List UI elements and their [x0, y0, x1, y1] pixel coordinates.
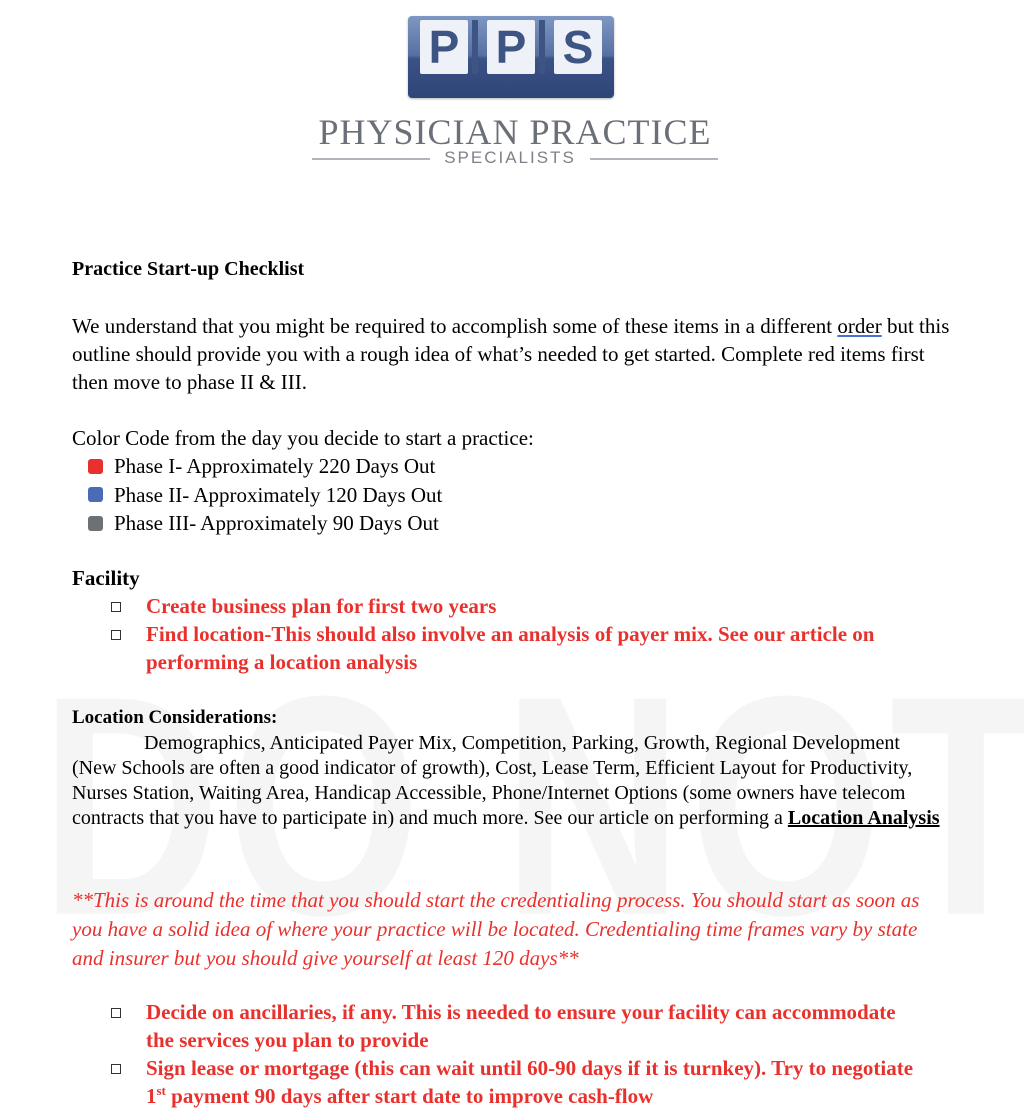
intro-text: but this outline should provide you with a rough idea of what’s needed to get started. Complete red items first then move to phase II & III.: [72, 314, 950, 394]
color-code-intro: Color Code from the day you decide to start a practice:: [72, 426, 534, 450]
credentialing-note: **This is around the time that you should start the credentialing process. You should start as soon as you have a solid idea of where your practice will be located. Credentialing time frames vary by state and insurer but you should give yourself at least 120 days**: [72, 888, 920, 970]
phase-1-color-swatch: [88, 459, 103, 474]
checklist-item: [104, 592, 924, 620]
legend-label: Phase II- Approximately 120 Days Out: [114, 482, 443, 507]
phase-2-color-swatch: [88, 487, 103, 502]
logo-rule-left: [312, 158, 430, 160]
legend-item-phase-2: [88, 481, 442, 510]
item-text-part: payment 90 days after start date to improve cash-flow: [165, 1084, 654, 1108]
item-text-part: Sign lease or mortgage (this can wait until 60-90 days if it is turnkey). Try to negotiate 1: [146, 1056, 914, 1108]
facility-checklist: [104, 592, 924, 676]
location-analysis-link[interactable]: Location Analysis: [787, 807, 940, 829]
intro-paragraph: [72, 312, 952, 396]
phase-3-color-swatch: [88, 516, 103, 531]
location-text: Demographics, Anticipated Payer Mix, Competition, Parking, Growth, Regional Development (New Schools are often a good indicator of growth), Cost, Lease Term, Efficient Layout for Productivity, Nurses Station, Waiting Area, Handicap Accessible, Phone/Internet Options (some owners have telecom contracts that you have to participate in) and much more. See our article on performing a: [72, 732, 913, 829]
logo-company-name: PHYSICIAN PRACTICE: [318, 112, 712, 152]
logo-divider: [539, 20, 545, 74]
checklist-item: [104, 620, 924, 676]
legend-label: Phase I- Approximately 220 Days Out: [114, 454, 436, 479]
checklist-item-text: [146, 1056, 913, 1108]
document-title: Practice Start-up Checklist: [72, 258, 305, 280]
phase-legend: [88, 452, 442, 538]
checklist-item: [104, 998, 924, 1054]
intro-underlined-word: order: [837, 314, 882, 338]
checklist-item-text: Create business plan for first two years: [146, 594, 497, 618]
legend-item-phase-3: [88, 509, 442, 538]
checkbox-icon[interactable]: [111, 1064, 121, 1074]
additional-checklist: [104, 998, 924, 1110]
legend-item-phase-1: [88, 452, 442, 481]
logo-letter: S: [554, 20, 602, 74]
ordinal-superscript: st: [156, 1083, 166, 1098]
logo-letter: P: [420, 20, 468, 74]
intro-text: We understand that you might be required to accomplish some of these items in a different: [72, 314, 838, 338]
checklist-item: [104, 1054, 924, 1110]
checkbox-icon[interactable]: [111, 1008, 121, 1018]
location-considerations-heading: Location Considerations:: [72, 707, 278, 728]
logo-letter: P: [487, 20, 535, 74]
logo-rule-right: [590, 158, 718, 160]
checkbox-icon[interactable]: [111, 602, 121, 612]
logo-divider: [472, 20, 478, 74]
company-logo: [0, 0, 1024, 180]
location-considerations-body: [72, 731, 942, 831]
facility-heading: Facility: [72, 566, 140, 590]
logo-subtitle: SPECIALISTS: [444, 148, 576, 167]
checklist-item-text: Decide on ancillaries, if any. This is needed to ensure your facility can accommodate the services you plan to provide: [146, 1000, 896, 1052]
checkbox-icon[interactable]: [111, 630, 121, 640]
checklist-item-text: Find location-This should also involve an analysis of payer mix. See our article on performing a location analysis: [146, 622, 875, 674]
legend-label: Phase III- Approximately 90 Days Out: [114, 511, 439, 536]
